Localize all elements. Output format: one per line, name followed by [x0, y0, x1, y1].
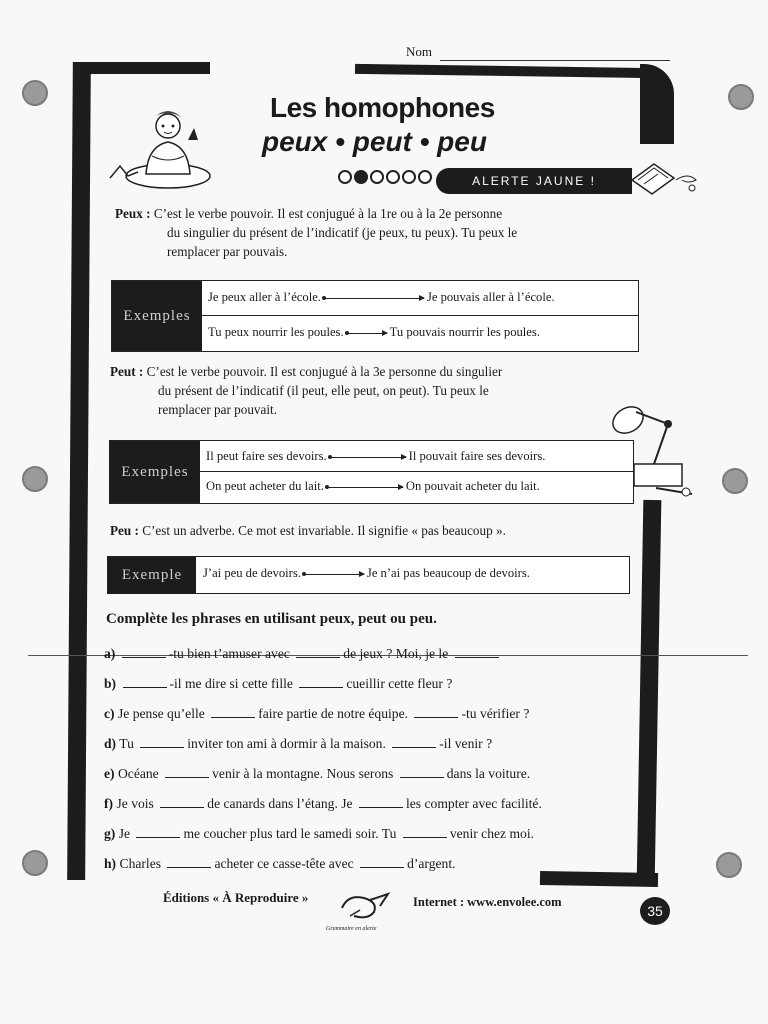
- answer-blank[interactable]: [165, 767, 209, 778]
- definition-peux: [115, 204, 645, 261]
- example-text: On peut acheter du lait.: [206, 479, 324, 493]
- level-dot: [386, 170, 400, 184]
- example-box-peu: [107, 556, 630, 594]
- answer-blank[interactable]: [167, 857, 211, 868]
- item-text: Je pense qu’elle: [117, 706, 205, 721]
- exercise-item-a: [104, 646, 634, 676]
- exercise-instruction: Complète les phrases en utilisant peux, peut ou peu.: [106, 611, 437, 627]
- definition-text: remplacer par pouvait.: [158, 402, 277, 417]
- exercise-item-c: [104, 706, 634, 736]
- item-letter: c): [104, 706, 115, 721]
- example-text: Tu peux nourrir les poules.: [208, 325, 344, 339]
- item-text: -tu vérifier ?: [461, 706, 530, 721]
- arrow-icon: [330, 457, 406, 458]
- website-link[interactable]: Internet : www.envolee.com: [413, 895, 562, 909]
- item-text: de canards dans l’étang. Je: [207, 796, 353, 811]
- item-text: Je: [118, 826, 131, 841]
- item-letter: h): [104, 856, 117, 871]
- item-text: me coucher plus tard le samedi soir. Tu: [183, 826, 397, 841]
- lamp-illustration: [606, 394, 698, 506]
- divider: [202, 315, 638, 316]
- examples-box-peut: [109, 440, 634, 504]
- name-label: Nom: [406, 44, 432, 59]
- example-text: J’ai peu de devoirs.: [203, 566, 301, 580]
- publisher-name: Éditions « À Reproduire »: [163, 890, 309, 905]
- item-letter: f): [104, 796, 114, 811]
- definition-text: C’est un adverbe. Ce mot est invariable. Il signifie « pas beaucoup ».: [142, 523, 506, 538]
- level-dot-filled: [354, 170, 368, 184]
- item-letter: a): [104, 646, 116, 661]
- arrow-icon: [324, 298, 424, 299]
- page-frame-top: [80, 62, 210, 74]
- example-row: [206, 479, 540, 494]
- definition-peut: [110, 362, 640, 419]
- answer-blank[interactable]: [122, 647, 166, 658]
- answer-blank[interactable]: [123, 677, 167, 688]
- item-text: Océane: [117, 766, 159, 781]
- page-subtitle: peux • peut • peu: [262, 126, 487, 157]
- binder-hole: [22, 80, 48, 106]
- item-text: Je vois: [116, 796, 154, 811]
- definition-text: C’est le verbe pouvoir. Il est conjugué à la 1re ou à la 2e personne: [153, 206, 503, 221]
- arrow-icon: [327, 487, 403, 488]
- book-illustration: [624, 150, 704, 200]
- page-frame-left: [67, 62, 91, 880]
- item-text: d’argent.: [407, 856, 456, 871]
- example-text: On pouvait acheter du lait.: [405, 479, 540, 493]
- publisher-logo: [330, 886, 400, 926]
- binder-hole: [22, 850, 48, 876]
- item-text: -il venir ?: [439, 736, 493, 751]
- term-peu: Peu :: [110, 523, 139, 538]
- item-text: venir chez moi.: [449, 826, 534, 841]
- item-text: -tu bien t’amuser avec: [168, 646, 290, 661]
- answer-blank[interactable]: [299, 677, 343, 688]
- answer-blank[interactable]: [403, 827, 447, 838]
- item-text: de jeux ? Moi, je le: [343, 646, 449, 661]
- level-dot: [418, 170, 432, 184]
- divider: [200, 471, 633, 472]
- answer-blank[interactable]: [160, 797, 204, 808]
- example-text: Je n’ai pas beaucoup de devoirs.: [366, 566, 530, 580]
- difficulty-indicator: [338, 170, 432, 184]
- item-text: les compter avec facilité.: [406, 796, 542, 811]
- level-dot: [338, 170, 352, 184]
- item-text: Charles: [119, 856, 162, 871]
- answer-blank[interactable]: [360, 857, 404, 868]
- alert-badge: ALERTE JAUNE !: [436, 168, 632, 194]
- answer-blank[interactable]: [400, 767, 444, 778]
- answer-blank[interactable]: [136, 827, 180, 838]
- exercise-item-h: [104, 856, 634, 886]
- example-row: [208, 325, 540, 340]
- example-row: [208, 290, 555, 305]
- answer-blank[interactable]: [359, 797, 403, 808]
- answer-blank[interactable]: [392, 737, 436, 748]
- exercise-item-g: [104, 826, 634, 856]
- term-peux: Peux :: [115, 206, 151, 221]
- examples-label: Exemples: [110, 441, 200, 503]
- answer-blank[interactable]: [296, 647, 340, 658]
- item-letter: e): [104, 766, 115, 781]
- example-text: Il peut faire ses devoirs.: [206, 449, 327, 463]
- exercise-item-e: [104, 766, 634, 796]
- definition-text: du présent de l’indicatif (il peut, elle peut, on peut). Tu peux le: [158, 383, 489, 398]
- examples-label: Exemples: [112, 281, 202, 351]
- exercise-item-f: [104, 796, 634, 826]
- definition-text: remplacer par pouvais.: [167, 244, 288, 259]
- example-label: Exemple: [108, 557, 196, 593]
- definition-text: du singulier du présent de l’indicatif (je peux, tu peux). Tu peux le: [167, 225, 518, 240]
- definition-text: C’est le verbe pouvoir. Il est conjugué à la 3e personne du singulier: [146, 364, 503, 379]
- logo-caption: Grammaire en alerte: [326, 926, 377, 932]
- item-text: faire partie de notre équipe.: [258, 706, 409, 721]
- binder-hole: [722, 468, 748, 494]
- arrow-icon: [304, 574, 364, 575]
- term-peut: Peut :: [110, 364, 144, 379]
- item-letter: b): [104, 676, 117, 691]
- page-title: Les homophones: [270, 92, 495, 123]
- examples-box-peux: [111, 280, 639, 352]
- page-number: 35: [640, 897, 670, 925]
- exercise-item-b: [104, 676, 634, 706]
- binder-hole: [716, 852, 742, 878]
- item-text: venir à la montagne. Nous serons: [212, 766, 394, 781]
- answer-blank[interactable]: [140, 737, 184, 748]
- answer-blank[interactable]: [414, 707, 458, 718]
- page-frame-corner: [640, 64, 674, 144]
- page-frame-right: [637, 500, 662, 885]
- name-field-line[interactable]: [440, 60, 670, 61]
- definition-peu: [110, 521, 640, 540]
- item-text: cueillir cette fleur ?: [346, 676, 453, 691]
- item-text: Tu: [119, 736, 134, 751]
- item-text: inviter ton ami à dormir à la maison.: [187, 736, 386, 751]
- girl-illustration: [102, 102, 214, 190]
- example-text: Tu pouvais nourrir les poules.: [389, 325, 540, 339]
- binder-hole: [728, 84, 754, 110]
- example-text: Je pouvais aller à l’école.: [426, 290, 555, 304]
- exercise-item-d: [104, 736, 634, 766]
- example-text: Il pouvait faire ses devoirs.: [408, 449, 546, 463]
- item-text: -il me dire si cette fille: [169, 676, 293, 691]
- item-text: acheter ce casse-tête avec: [214, 856, 354, 871]
- level-dot: [402, 170, 416, 184]
- item-text: dans la voiture.: [446, 766, 531, 781]
- example-row: [203, 566, 530, 581]
- item-letter: g): [104, 826, 116, 841]
- arrow-icon: [347, 333, 387, 334]
- page-frame-top: [355, 64, 655, 78]
- exercise-list: [104, 646, 634, 886]
- example-text: Je peux aller à l’école.: [208, 290, 321, 304]
- answer-blank[interactable]: [455, 647, 499, 658]
- binder-hole: [22, 466, 48, 492]
- example-row: [206, 449, 545, 464]
- answer-blank[interactable]: [211, 707, 255, 718]
- item-letter: d): [104, 736, 117, 751]
- level-dot: [370, 170, 384, 184]
